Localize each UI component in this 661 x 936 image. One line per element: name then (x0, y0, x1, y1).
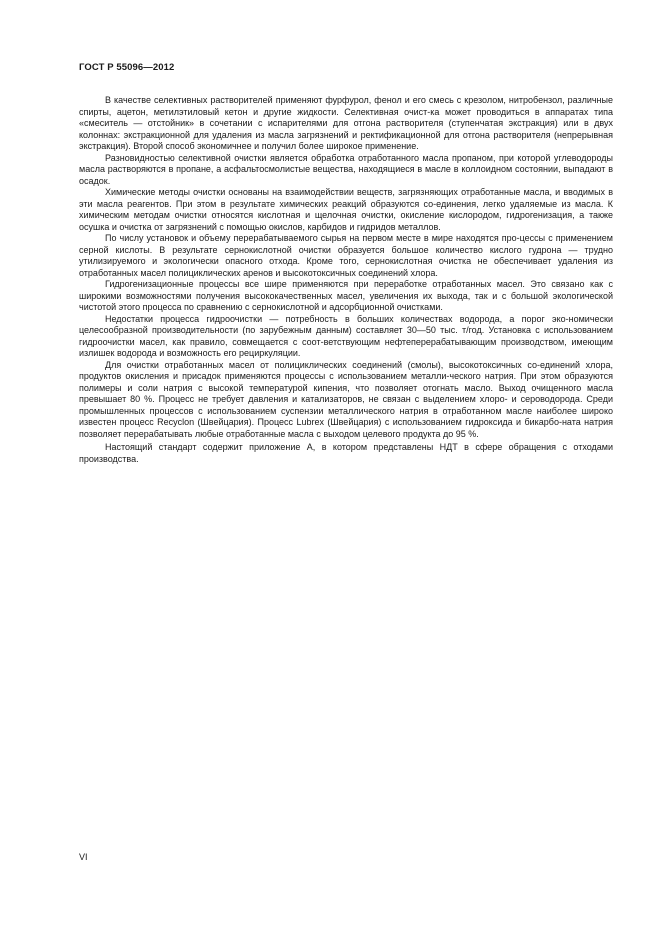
document-header: ГОСТ Р 55096—2012 (79, 62, 175, 73)
paragraph: По числу установок и объему перерабатываемого сырья на первом месте в мире находятся про-цессы с применением серной кислоты. В результате сернокислотной очистки образуется большое количество кислого гудрона — трудно утилизируемого и экологически опасного отхода. Кроме того, сернокислотная очистка не обеспечивает удаления из отработанных масел полициклических аренов и высокотоксичных соединений хлора. (79, 233, 613, 278)
document-body (79, 95, 613, 465)
paragraph: Для очистки отработанных масел от полициклических соединений (смолы), высокотоксичных со-единений хлора, продуктов окисления и присадок применяются процессы с использованием металли-ческого натрия. При этом образуются полимеры и соли натрия с высокой температурой кипения, что позволяет отогнать масло. Выход очищенного масла превышает 80 %. Процесс не требует давления и катализаторов, не связан с выделением хлоро- и сероводорода. Среди промышленных процессов с использованием суспензии металлического натрия в отработанном масле наиболее широко известен процесс Recyclon (Швейцария). Процесс Lubrex (Швейцария) с использованием гидроксида и бикарбо-ната натрия позволяет перерабатывать любые отработанные масла с выходом целевого продукта до 95 %. (79, 359, 613, 439)
paragraph: Недостатки процесса гидроочистки — потребность в больших количествах водорода, а порог эко-номически целесообразной производительности (по зарубежным данным) составляет 30—50 тыс. т/год. Установка с использованием гидроочистки масел, как правило, совмещается с соот-ветствующим нефтеперерабатывающим производством, имеющим излишек водорода и возможность его рециркуляции. (79, 313, 613, 358)
page-number: VI (79, 852, 88, 862)
paragraph: В качестве селективных растворителей применяют фурфурол, фенол и его смесь с крезолом, нитробензол, различные спирты, ацетон, метилэтиловый кетон и другие жидкости. Селективная очист-ка может проводиться в аппаратах типа «смеситель — отстойник» в сочетании с испарителями для отгона растворителя (ступенчатая экстракция) или в двух колоннах: экстракционной для удаления из масла загрязнений и ректификационной для отгона растворителя (непрерывная экстракция). Второй способ экономичнее и получил более широкое применение. (79, 95, 613, 151)
paragraph: Химические методы очистки основаны на взаимодействии веществ, загрязняющих отработанные масла, и вводимых в эти масла реагентов. При этом в результате химических реакций образуются со-единения, легко удаляемые из масла. К химическим методам очистки относятся кислотная и щелочная очистки, окисление кислородом, гидрогенизация, а также осушка и очистка от загрязнений с помощью окислов, карбидов и гидридов металлов. (79, 187, 613, 232)
paragraph: Настоящий стандарт содержит приложение А, в котором представлены НДТ в сфере обращения с отходами производства. (79, 442, 613, 464)
paragraph: Разновидностью селективной очистки является обработка отработанного масла пропаном, при которой углеводороды масла растворяются в пропане, а асфальтосмолистые вещества, находящиеся в масле в коллоидном состоянии, выпадают в осадок. (79, 152, 613, 186)
paragraph: Гидрогенизационные процессы все шире применяются при переработке отработанных масел. Это связано как с широкими возможностями получения высококачественных масел, увеличения их выхода, так и с большой экологической чистотой этого процесса по сравнению с сернокислотной и адсорбционной очистками. (79, 279, 613, 312)
